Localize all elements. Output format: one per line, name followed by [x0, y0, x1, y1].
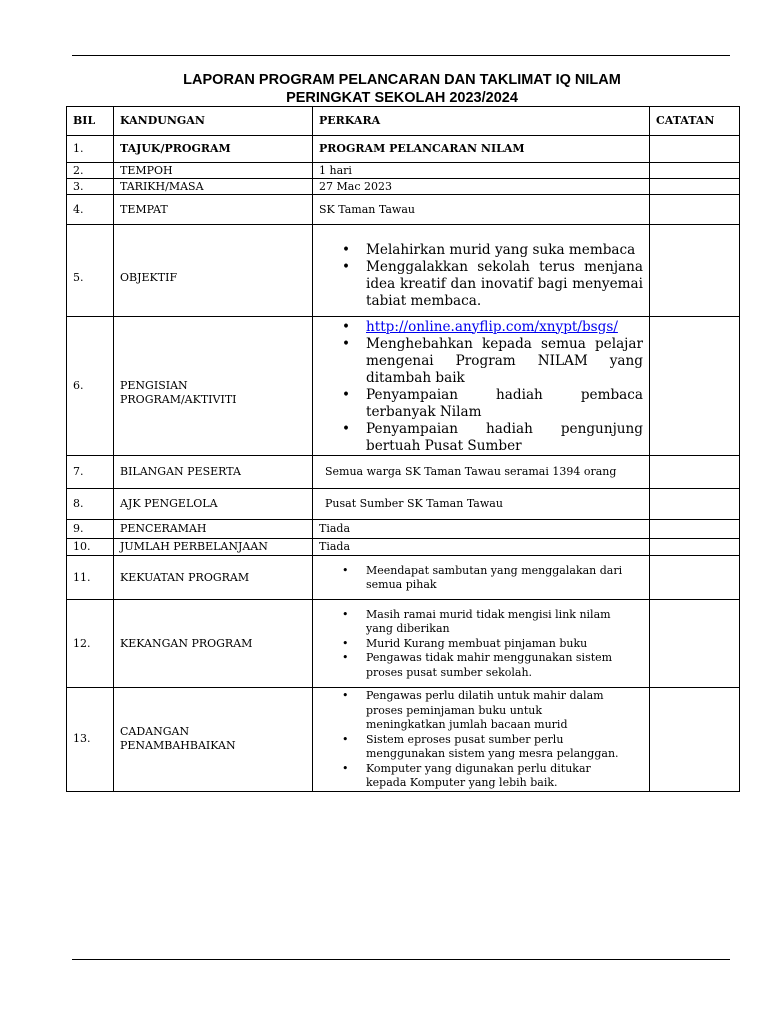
- row-catatan: [650, 317, 740, 456]
- row-catatan: [650, 688, 740, 792]
- report-title-line-1: LAPORAN PROGRAM PELANCARAN DAN TAKLIMAT IQ NILAM: [183, 72, 621, 88]
- header-rule: [72, 55, 730, 56]
- row-kandungan: TEMPAT: [114, 195, 313, 225]
- row-perkara: [313, 688, 650, 792]
- list-item: • Pengawas tidak mahir menggunakan sistem proses pusat sumber sekolah.: [366, 651, 625, 680]
- table-row: [67, 136, 740, 163]
- cadangan-list: [319, 689, 643, 791]
- list-item: • Murid Kurang membuat pinjaman buku: [366, 637, 625, 652]
- row-kandungan: CADANGAN PENAMBAHBAIKAN: [114, 688, 313, 792]
- row-bil: 4.: [67, 195, 114, 225]
- kekuatan-list: [319, 564, 643, 593]
- list-item: • Meendapat sambutan yang menggalakan dari semua pihak: [366, 564, 625, 593]
- table-row: [67, 163, 740, 179]
- table-row: [67, 600, 740, 688]
- table-row: [67, 520, 740, 539]
- row-kandungan: PENCERAMAH: [114, 520, 313, 539]
- aktiviti-list: [319, 319, 643, 455]
- list-item: [366, 319, 643, 336]
- report-table: [66, 106, 740, 792]
- row-kandungan: PENGISIAN PROGRAM/AKTIVITI: [114, 317, 313, 456]
- row-bil: 6.: [67, 317, 114, 456]
- row-perkara: Semua warga SK Taman Tawau seramai 1394 orang: [313, 456, 650, 489]
- table-row: [67, 556, 740, 600]
- row-bil: 13.: [67, 688, 114, 792]
- row-kandungan: AJK PENGELOLA: [114, 489, 313, 520]
- row-perkara: Tiada: [313, 520, 650, 539]
- table-header-row: [67, 107, 740, 136]
- row-catatan: [650, 489, 740, 520]
- row-perkara: [313, 556, 650, 600]
- table-row: [67, 195, 740, 225]
- row-bil: 9.: [67, 520, 114, 539]
- header-perkara: PERKARA: [313, 107, 650, 136]
- list-item: • Menghebahkan kepada semua pelajar mengenai Program NILAM yang ditambah baik: [366, 336, 643, 387]
- row-bil: 10.: [67, 539, 114, 556]
- row-catatan: [650, 600, 740, 688]
- objektif-list: [319, 242, 643, 310]
- row-catatan: [650, 179, 740, 195]
- table-row: [67, 489, 740, 520]
- row-bil: 8.: [67, 489, 114, 520]
- row-catatan: [650, 556, 740, 600]
- row-perkara: SK Taman Tawau: [313, 195, 650, 225]
- row-kandungan: TEMPOH: [114, 163, 313, 179]
- row-bil: 3.: [67, 179, 114, 195]
- row-kandungan: BILANGAN PESERTA: [114, 456, 313, 489]
- table-row: [67, 179, 740, 195]
- list-item: • Pengawas perlu dilatih untuk mahir dalam proses peminjaman buku untuk meningkatkan jumlah bacaan murid: [366, 689, 625, 733]
- row-catatan: [650, 520, 740, 539]
- report-title: [66, 71, 738, 107]
- list-item: • Sistem eproses pusat sumber perlu menggunakan sistem yang mesra pelanggan.: [366, 733, 625, 762]
- row-catatan: [650, 136, 740, 163]
- row-bil: 2.: [67, 163, 114, 179]
- list-item: • Menggalakkan sekolah terus menjana idea kreatif dan inovatif bagi menyemai tabiat membaca.: [366, 259, 643, 310]
- row-bil: 12.: [67, 600, 114, 688]
- row-bil: 11.: [67, 556, 114, 600]
- footer-rule: [72, 959, 730, 960]
- header-bil: BIL: [67, 107, 114, 136]
- row-kandungan: TARIKH/MASA: [114, 179, 313, 195]
- row-catatan: [650, 456, 740, 489]
- table-row: [67, 225, 740, 317]
- row-kandungan: OBJEKTIF: [114, 225, 313, 317]
- row-perkara: [313, 225, 650, 317]
- header-catatan: CATATAN: [650, 107, 740, 136]
- row-bil: 7.: [67, 456, 114, 489]
- row-perkara: 1 hari: [313, 163, 650, 179]
- row-perkara: 27 Mac 2023: [313, 179, 650, 195]
- row-kandungan: TAJUK/PROGRAM: [114, 136, 313, 163]
- row-catatan: [650, 539, 740, 556]
- row-bil: 5.: [67, 225, 114, 317]
- report-title-line-2: PERINGKAT SEKOLAH 2023/2024: [286, 90, 518, 106]
- table-row: [67, 456, 740, 489]
- list-item: • Penyampaian hadiah pengunjung bertuah Pusat Sumber: [366, 421, 643, 455]
- row-perkara: [313, 317, 650, 456]
- row-kandungan: KEKANGAN PROGRAM: [114, 600, 313, 688]
- row-catatan: [650, 225, 740, 317]
- row-catatan: [650, 163, 740, 179]
- kekangan-list: [319, 608, 643, 681]
- table-row: [67, 317, 740, 456]
- table-row: [67, 688, 740, 792]
- row-catatan: [650, 195, 740, 225]
- list-item: • Komputer yang digunakan perlu ditukar kepada Komputer yang lebih baik.: [366, 762, 625, 791]
- list-item: • Penyampaian hadiah pembaca terbanyak Nilam: [366, 387, 643, 421]
- list-item: • Masih ramai murid tidak mengisi link nilam yang diberikan: [366, 608, 625, 637]
- row-perkara: [313, 600, 650, 688]
- row-perkara: PROGRAM PELANCARAN NILAM: [313, 136, 650, 163]
- row-perkara: Pusat Sumber SK Taman Tawau: [313, 489, 650, 520]
- row-kandungan: KEKUATAN PROGRAM: [114, 556, 313, 600]
- header-kandungan: KANDUNGAN: [114, 107, 313, 136]
- list-item: • Melahirkan murid yang suka membaca: [366, 242, 643, 259]
- anyflip-link[interactable]: http://online.anyflip.com/xnypt/bsgs/: [366, 318, 618, 335]
- table-row: [67, 539, 740, 556]
- row-kandungan: JUMLAH PERBELANJAAN: [114, 539, 313, 556]
- row-perkara: Tiada: [313, 539, 650, 556]
- row-bil: 1.: [67, 136, 114, 163]
